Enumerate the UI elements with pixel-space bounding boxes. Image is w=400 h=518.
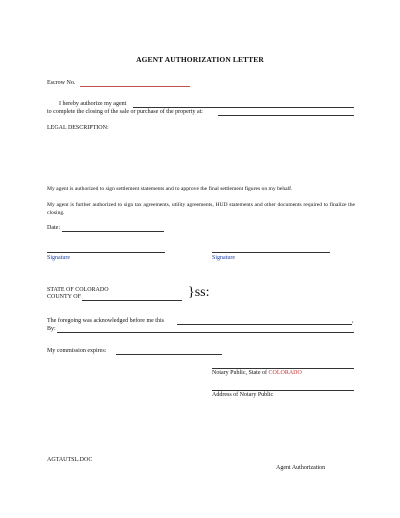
acknowledged-comma: , [352,318,354,324]
escrow-number-field[interactable] [80,86,190,87]
authorization-paragraph-2: My agent is further authorized to sign tax agreements, utility agreements, HUD statements and other documents required to finalize the closing. [47,202,355,216]
signature-label-2: Signature [212,255,235,261]
authorize-line-2: to complete the closing of the sale or purchase of the property at: [47,109,203,115]
legal-description-label: LEGAL DESCRIPTION: [47,125,109,131]
notary-public-label [212,369,302,377]
footer-file-name: AGTAUTSL.DOC [47,457,93,463]
notary-address-label: Address of Notary Public [212,392,274,398]
footer-doc-name: Agent Authorization [276,465,326,471]
authorization-paragraph-1: My agent is authorized to sign settlement statements and to approve the final settlement figures on my behalf. [47,186,293,192]
escrow-label: Escrow No. [47,80,76,86]
signature-line-2[interactable] [212,252,330,253]
signature-line-1[interactable] [47,252,165,253]
authorize-line-1: I hereby authorize my agent [59,101,127,107]
date-field[interactable] [62,231,164,232]
by-label: By: [47,326,56,332]
county-field[interactable] [82,300,182,301]
commission-expires-field[interactable] [116,354,222,355]
commission-label: My commission expires: [47,348,107,354]
notary-state: COLORADO [268,370,302,376]
state-label: STATE OF COLORADO [47,287,109,293]
date-label: Date: [47,225,60,231]
ss-label: }ss: [188,285,210,300]
notary-prefix: Notary Public, State of [212,370,269,376]
document-title: AGENT AUTHORIZATION LETTER [136,55,264,64]
acknowledged-date-field[interactable] [177,324,352,325]
signature-label-1: Signature [47,255,70,261]
by-field[interactable] [57,332,354,333]
property-address-field[interactable] [218,115,354,116]
county-label: COUNTY OF [47,294,81,300]
acknowledged-label: The foregoing was acknowledged before me this [47,318,164,324]
